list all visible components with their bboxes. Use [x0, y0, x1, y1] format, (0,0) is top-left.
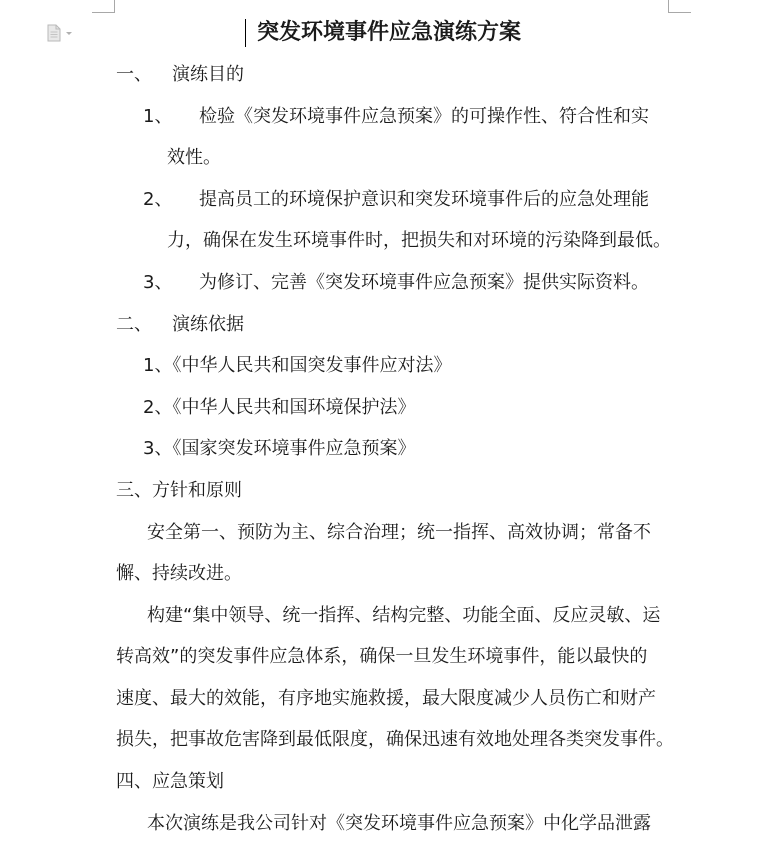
section-heading: 一、 演练目的 [116, 64, 244, 85]
paragraph-line: 速度、最大的效能，有序地实施救援，最大限度减少人员伤亡和财产 [116, 688, 656, 709]
paragraph-line: 构建“集中领导、统一指挥、结构完整、功能全面、反应灵敏、运 [147, 605, 661, 626]
list-item: 1、《中华人民共和国突发事件应对法》 [143, 355, 452, 376]
text-cursor [245, 19, 246, 47]
list-item-continuation: 效性。 [167, 147, 221, 168]
page-corner-mark-left [92, 0, 115, 13]
section-heading: 三、方针和原则 [116, 480, 242, 501]
paragraph-line: 损失，把事故危害降到最低限度，确保迅速有效地处理各类突发事件。 [116, 729, 674, 750]
paragraph-line: 懈、持续改进。 [116, 563, 242, 584]
paragraph-line: 安全第一、预防为主、综合治理；统一指挥、高效协调；常备不 [147, 522, 651, 543]
paragraph-line: 转高效”的突发事件应急体系，确保一旦发生环境事件，能以最快的 [116, 646, 648, 667]
document-title: 突发环境事件应急演练方案 [256, 20, 521, 45]
section-heading: 二、 演练依据 [116, 314, 244, 335]
list-item: 3、 为修订、完善《突发环境事件应急预案》提供实际资料。 [143, 272, 649, 293]
page-corner-mark-right [668, 0, 691, 13]
list-item: 2、《中华人民共和国环境保护法》 [143, 397, 416, 418]
list-item: 2、 提高员工的环境保护意识和突发环境事件后的应急处理能 [143, 189, 649, 210]
section-heading: 四、应急策划 [116, 771, 224, 792]
paragraph-line: 本次演练是我公司针对《突发环境事件应急预案》中化学品泄露 [147, 813, 651, 834]
list-item-continuation: 力，确保在发生环境事件时，把损失和对环境的污染降到最低。 [167, 230, 671, 251]
list-item: 3、《国家突发环境事件应急预案》 [143, 438, 416, 459]
list-item: 1、 检验《突发环境事件应急预案》的可操作性、符合性和实 [143, 106, 649, 127]
